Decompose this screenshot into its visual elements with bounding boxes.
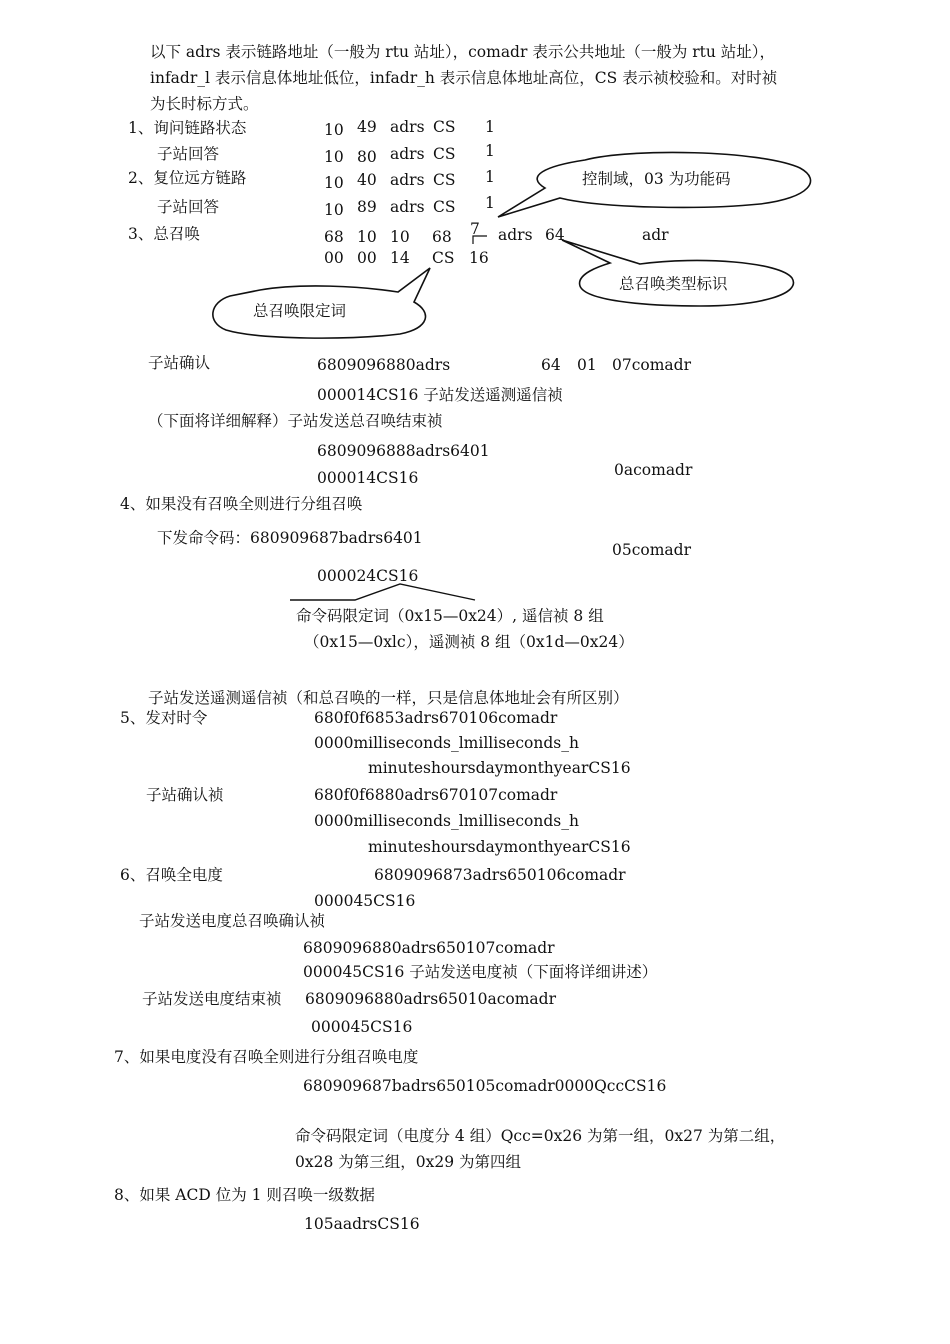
callout-type-bubble [562,240,793,306]
s3-row1-2: 10 [390,228,410,246]
s3-row1-1: 10 [357,228,377,246]
s6-end1: 6809096880adrs65010acomadr [305,990,556,1008]
s1-req-4: 1 [485,118,495,136]
s3-end-line: （下面将详细解释）子站发送总召唤结束祯 [148,412,443,430]
section-7-label: 7、如果电度没有召唤全则进行分组召唤电度 [114,1048,419,1066]
s3-row1-3: 68 [432,228,452,246]
s5-confirm-label: 子站确认祯 [146,786,224,804]
s3-row2-0: 00 [324,249,344,267]
s4-cmd-tail: 05comadr [612,541,692,559]
bracket-mark [473,236,487,244]
s2-reply-label: 子站回答 [157,198,220,216]
s7-q2: 0x28 为第三组，0x29 为第四组 [295,1153,522,1171]
callout-ctrl-text: 控制域，03 为功能码 [582,170,731,188]
s3-row1-0: 68 [324,228,344,246]
s4-cmd-b: 000024CS16 [317,567,419,585]
s3-row2-1: 00 [357,249,377,267]
intro-line-2: infadr_l 表示信息体地址低位，infadr_h 表示信息体地址高位，CS 表示祯校验和。对时祯 [150,69,778,87]
s2-req-1: 40 [357,171,377,189]
s6-c2: 000045CS16 子站发送电度祯（下面将详细讲述） [303,963,658,981]
section-3-label: 3、总召唤 [128,225,200,243]
s1-req-3: CS [433,118,456,136]
s3-confirm-d: 07comadr [612,356,692,374]
s6-l2: 000045CS16 [314,892,416,910]
section-6-label: 6、召唤全电度 [120,866,223,884]
s2-reply-1: 89 [357,198,377,216]
s3-row1-4: 7 [470,220,480,238]
s6-confirm-label: 子站发送电度总召唤确认祯 [139,912,326,930]
section-2-label: 2、复位远方链路 [128,169,247,187]
s3-end-b: 000014CS16 [317,469,419,487]
s1-reply-label: 子站回答 [157,145,220,163]
s8-l1: 105aadrsCS16 [304,1215,420,1233]
s6-c1: 6809096880adrs650107comadr [303,939,555,957]
s4-qual-1: 命令码限定词（0x15—0x24）, 遥信祯 8 组 [296,607,604,625]
s5-c3: minuteshoursdaymonthyearCS16 [368,838,631,856]
s2-req-0: 10 [324,174,344,192]
s1-reply-2: adrs [390,145,425,163]
s7-l1: 680909687badrs650105comadr0000QccCS16 [303,1077,667,1095]
intro-line-3: 为长时标方式。 [150,95,259,113]
s3-row2-4: 16 [469,249,489,267]
section-1-label: 1、询问链路状态 [128,119,247,137]
s4-qual-2: （0x15—0xlc），遥测祯 8 组（0x1d—0x24） [304,633,634,651]
s2-reply-2: adrs [390,198,425,216]
s3-confirm-a: 6809096880adrs [317,356,451,374]
callout-type-text: 总召唤类型标识 [619,275,728,293]
section-8-label: 8、如果 ACD 位为 1 则召唤一级数据 [114,1186,375,1204]
s1-reply-0: 10 [324,148,344,166]
s1-req-2: adrs [390,118,425,136]
s1-reply-1: 80 [357,148,377,166]
s2-reply-4: 1 [485,194,495,212]
s5-l1: 680f0f6853adrs670106comadr [314,709,558,727]
s3-row1-5: adrs [498,226,533,244]
s3-confirm-b: 64 [541,356,561,374]
section-5-label: 5、发对时令 [120,709,208,727]
section-4-label: 4、如果没有召唤全则进行分组召唤 [120,495,363,513]
s3-row2-2: 14 [390,249,410,267]
s2-req-4: 1 [485,168,495,186]
s7-q1: 命令码限定词（电度分 4 组）Qcc=0x26 为第一组，0x27 为第二组， [295,1127,786,1145]
intro-line-1: 以下 adrs 表示链路地址（一般为 rtu 站址），comadr 表示公共地址（一般为 rtu 站址）， [150,43,776,61]
s4-send: 子站发送遥测遥信祯（和总召唤的一样，只是信息体地址会有所区别） [148,689,629,707]
s3-send-line: 000014CS16 子站发送遥测遥信祯 [317,386,563,404]
s4-cmd: 下发命令码：680909687badrs6401 [157,529,423,547]
s5-c2: 0000milliseconds_lmilliseconds_h [314,812,579,830]
s2-req-2: adrs [390,171,425,189]
section-4-pointer [290,584,475,600]
s1-reply-3: CS [433,145,456,163]
s2-req-3: CS [433,171,456,189]
s5-l2: 0000milliseconds_lmilliseconds_h [314,734,579,752]
s2-reply-3: CS [433,198,456,216]
s6-end-label: 子站发送电度结束祯 [142,990,282,1008]
s5-c1: 680f0f6880adrs670107comadr [314,786,558,804]
callout-qual-text: 总召唤限定词 [253,302,347,320]
s5-l3: minuteshoursdaymonthyearCS16 [368,759,631,777]
s3-row2-3: CS [432,249,455,267]
s3-row1-7: adr [642,226,669,244]
s6-end2: 000045CS16 [311,1018,413,1036]
s6-l1: 6809096873adrs650106comadr [374,866,626,884]
s3-end-a: 6809096888adrs6401 [317,442,490,460]
s3-row1-6: 64 [545,226,565,244]
s3-confirm-c: 01 [577,356,597,374]
s2-reply-0: 10 [324,201,344,219]
s3-confirm-label: 子站确认 [148,354,211,372]
s3-end-c: 0acomadr [614,461,693,479]
s1-reply-4: 1 [485,142,495,160]
s1-req-0: 10 [324,121,344,139]
s1-req-1: 49 [357,118,377,136]
